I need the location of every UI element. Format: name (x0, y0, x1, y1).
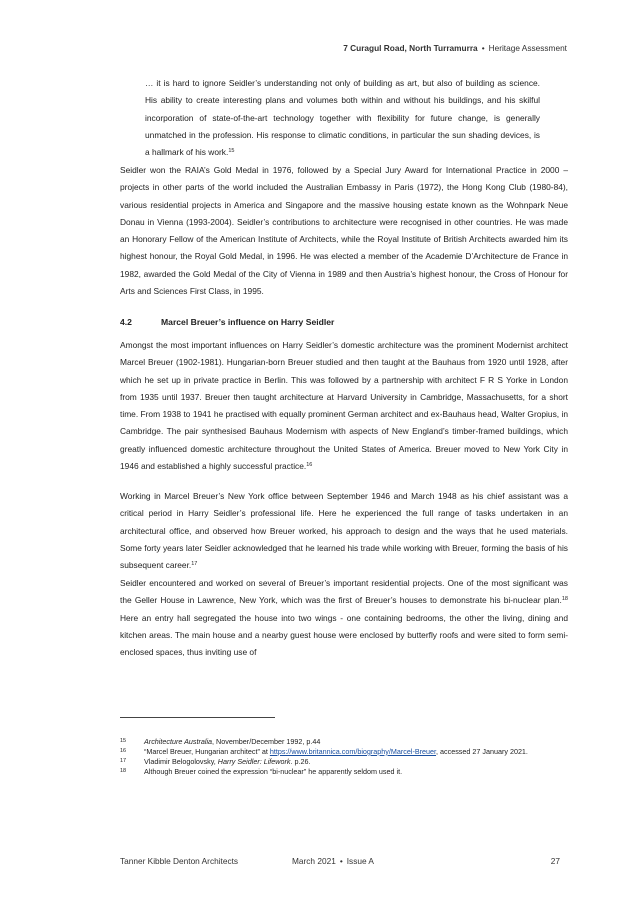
paragraph-breuer-office (120, 488, 568, 574)
footnote-ref-18[interactable]: 18 (561, 596, 568, 603)
footnote-italic: Harry Seidler: Lifework (217, 756, 291, 766)
block-quote (145, 75, 540, 161)
header-separator: • (481, 43, 485, 53)
footnote-number: 15 (120, 738, 127, 744)
footnote-ref-17[interactable]: 17 (191, 561, 198, 568)
footnote-15 (120, 737, 568, 747)
footer-issue: Issue A (346, 856, 374, 866)
paragraph-geller-house (120, 575, 568, 661)
britannica-link[interactable]: https://www.britannica.com/biography/Marcel-Breuer (269, 746, 437, 756)
section-title: Marcel Breuer’s influence on Harry Seidler (161, 317, 335, 327)
footnote-text (144, 757, 568, 767)
header-subtitle: Heritage Assessment (488, 43, 567, 53)
paragraph-breuer-influence (120, 337, 568, 475)
footnotes (120, 737, 568, 777)
footer-date: March 2021 (292, 856, 336, 866)
footnote-17 (120, 757, 568, 767)
page-header (343, 43, 567, 53)
footnote-16 (120, 747, 568, 757)
footnote-divider (120, 717, 275, 718)
footnote-italic: Architecture Australia (144, 737, 213, 746)
footnote-ref-15[interactable]: 15 (228, 148, 235, 155)
section-number: 4.2 (120, 317, 132, 327)
footnote-number: 16 (120, 747, 127, 754)
footnote-ref-16[interactable]: 16 (306, 462, 313, 469)
paragraph-text: Seidler encountered and worked on several of Breuer’s important residential projects. One of the most significant was the Geller House in Lawrence, New York, which was the first of Breuer’s houses to demonstrate his bi-nuclear plan. (120, 578, 568, 606)
footnote-body: , November/December 1992, p.44 (212, 737, 321, 746)
footnote-number: 18 (120, 767, 127, 774)
paragraph-text: Seidler won the RAIA’s Gold Medal in 1976, followed by a Special Jury Award for International Practice in 2000 – projects in other parts of the world included the Australian Embassy in Paris (1972), the Hong Kong Club (1980-84), various residential projects in America and Singapore and the massive housing estate known as the Wohnpark Neue Donau in Vienna (1993-2004). Seidler’s contributions to architecture were recognised in other countries. He was made an Honorary Fellow of the American Institute of Architects, while the Royal Institute of British Architects awarded him its highest honour, the Royal Gold Medal, in 1996. He was elected a member of the Academie D’Architecture de France in 1982, awarded the Gold Medal of the City of Vienna in 1989 and then Austria’s highest honour, the Cross of Honour for Arts and Sciences First Class, in 1995. (120, 165, 568, 297)
footnote-body: Vladimir Belogolovsky, (144, 756, 218, 766)
footnote-body-end: . p.26. (290, 756, 311, 766)
paragraph-text-continued: Here an entry hall segregated the house into two wings - one containing bedrooms, the other the living, dining and kitchen areas. The main house and a nearby guest house were enclosed by butterfly roofs and were sited to form semi-enclosed spaces, thus inviting use of (120, 612, 568, 658)
footnote-text: Although Breuer coined the expression “bi-nuclear” he apparently seldom used it. (144, 766, 403, 776)
footnote-body: “Marcel Breuer, Hungarian architect” at (144, 746, 270, 756)
footnote-18 (120, 767, 568, 777)
footnote-text (144, 737, 568, 747)
quote-text: … it is hard to ignore Seidler’s understanding not only of building as art, but also of building as science. His ability to create interesting plans and volumes both within and without his buildings, and his skilful incorporation of state-of-the-art technology together with flexibility for future change, is generally unmatched in the profession. His response to climatic conditions, in particular the sun shading devices, is a hallmark of his work. (145, 78, 540, 158)
footnote-number: 17 (120, 757, 127, 764)
paragraph-raia-gold-medal (120, 162, 568, 300)
footer-separator: • (339, 856, 343, 866)
footer-company: Tanner Kibble Denton Architects (120, 856, 239, 866)
paragraph-text: Amongst the most important influences on Harry Seidler’s domestic architecture was the prominent Modernist architect Marcel Breuer (1902-1981). Hungarian-born Breuer studied and then taught at the Bauhaus from 1920 until 1928, after which he set up in private practice in Berlin. This was followed by a partnership with architect F R S Yorke in London from 1935 until 1937. Breuer then taught architecture at Harvard University in Cambridge, Massachusetts, for a short time. From 1938 to 1941 he practised with equally prominent German architect and ex-Bauhaus head, Walter Gropius, in Cambridge. The pair synthesised Bauhaus Modernism with aspects of New England’s timber-framed buildings, which greatly influenced domestic architecture throughout the United States of America. Breuer moved to New York City in 1946 and established a highly successful practice. (120, 340, 568, 472)
footnote-text (144, 747, 568, 757)
footer-date-issue (292, 856, 374, 866)
paragraph-text: Working in Marcel Breuer’s New York office between September 1946 and March 1948 as his chief assistant was a critical period in Harry Seidler’s professional life. Here he experienced the full range of tasks undertaken in an architectural office, and observed how Breuer worked, his approach to design and the ways that he used materials. Some forty years later Seidler acknowledged that he learned his trade while working with Breuer, forming the basis of his subsequent career. (120, 491, 568, 571)
page-number: 27 (550, 856, 560, 866)
footnote-body-end: , accessed 27 January 2021. (436, 746, 528, 756)
header-title: 7 Curagul Road, North Turramurra (343, 43, 478, 53)
section-heading (120, 317, 334, 327)
